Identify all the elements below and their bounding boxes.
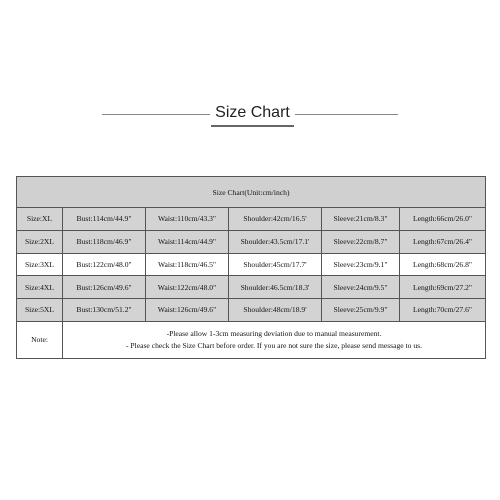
waist-cell: Waist:118cm/46.5" bbox=[146, 253, 229, 276]
size-cell: Size:XL bbox=[17, 208, 63, 231]
table-row bbox=[17, 253, 486, 276]
title-rule-left bbox=[102, 114, 210, 115]
sleeve-cell: Sleeve:21cm/8.3" bbox=[322, 208, 400, 231]
bust-cell: Bust:122cm/48.0" bbox=[63, 253, 146, 276]
size-cell: Size:4XL bbox=[17, 276, 63, 299]
table-row bbox=[17, 276, 486, 299]
sleeve-cell: Sleeve:25cm/9.9" bbox=[322, 299, 400, 322]
bust-cell: Bust:130cm/51.2" bbox=[63, 299, 146, 322]
waist-cell: Waist:126cm/49.6" bbox=[146, 299, 229, 322]
note-label: Note: bbox=[17, 321, 63, 358]
shoulder-cell: Shoulder:45cm/17.7' bbox=[229, 253, 322, 276]
sleeve-cell: Sleeve:24cm/9.5" bbox=[322, 276, 400, 299]
note-line: - Please check the Size Chart before order. If you are not sure the size, please send message to us. bbox=[125, 340, 423, 350]
shoulder-cell: Shoulder:42cm/16.5' bbox=[229, 208, 322, 231]
page-title: Size Chart bbox=[215, 104, 290, 121]
length-cell: Length:70cm/27.6" bbox=[400, 299, 486, 322]
table-header-row bbox=[17, 177, 486, 208]
size-cell: Size:3XL bbox=[17, 253, 63, 276]
size-chart-heading bbox=[0, 101, 500, 131]
table-header: Size Chart(Unit:cm/inch) bbox=[17, 177, 486, 208]
length-cell: Length:67cm/26.4" bbox=[400, 230, 486, 253]
note-line: -Please allow 1-3cm measuring deviation due to manual measurement. bbox=[166, 328, 382, 338]
shoulder-cell: Shoulder:43.5cm/17.1' bbox=[229, 230, 322, 253]
table-row bbox=[17, 230, 486, 253]
sleeve-cell: Sleeve:22cm/8.7" bbox=[322, 230, 400, 253]
note-content bbox=[63, 321, 486, 358]
sleeve-cell: Sleeve:23cm/9.1" bbox=[322, 253, 400, 276]
table-row bbox=[17, 299, 486, 322]
waist-cell: Waist:122cm/48.0" bbox=[146, 276, 229, 299]
size-chart-table bbox=[16, 176, 486, 359]
bust-cell: Bust:114cm/44.9" bbox=[63, 208, 146, 231]
note-row bbox=[17, 321, 486, 358]
shoulder-cell: Shoulder:46.5cm/18.3' bbox=[229, 276, 322, 299]
table-row bbox=[17, 208, 486, 231]
title-box bbox=[211, 101, 294, 127]
length-cell: Length:68cm/26.8" bbox=[400, 253, 486, 276]
bust-cell: Bust:126cm/49.6" bbox=[63, 276, 146, 299]
waist-cell: Waist:114cm/44.9" bbox=[146, 230, 229, 253]
size-cell: Size:5XL bbox=[17, 299, 63, 322]
shoulder-cell: Shoulder:48cm/18.9' bbox=[229, 299, 322, 322]
title-rule-right bbox=[295, 114, 398, 115]
length-cell: Length:66cm/26.0" bbox=[400, 208, 486, 231]
waist-cell: Waist:110cm/43.3" bbox=[146, 208, 229, 231]
length-cell: Length:69cm/27.2" bbox=[400, 276, 486, 299]
bust-cell: Bust:118cm/46.9" bbox=[63, 230, 146, 253]
size-cell: Size:2XL bbox=[17, 230, 63, 253]
